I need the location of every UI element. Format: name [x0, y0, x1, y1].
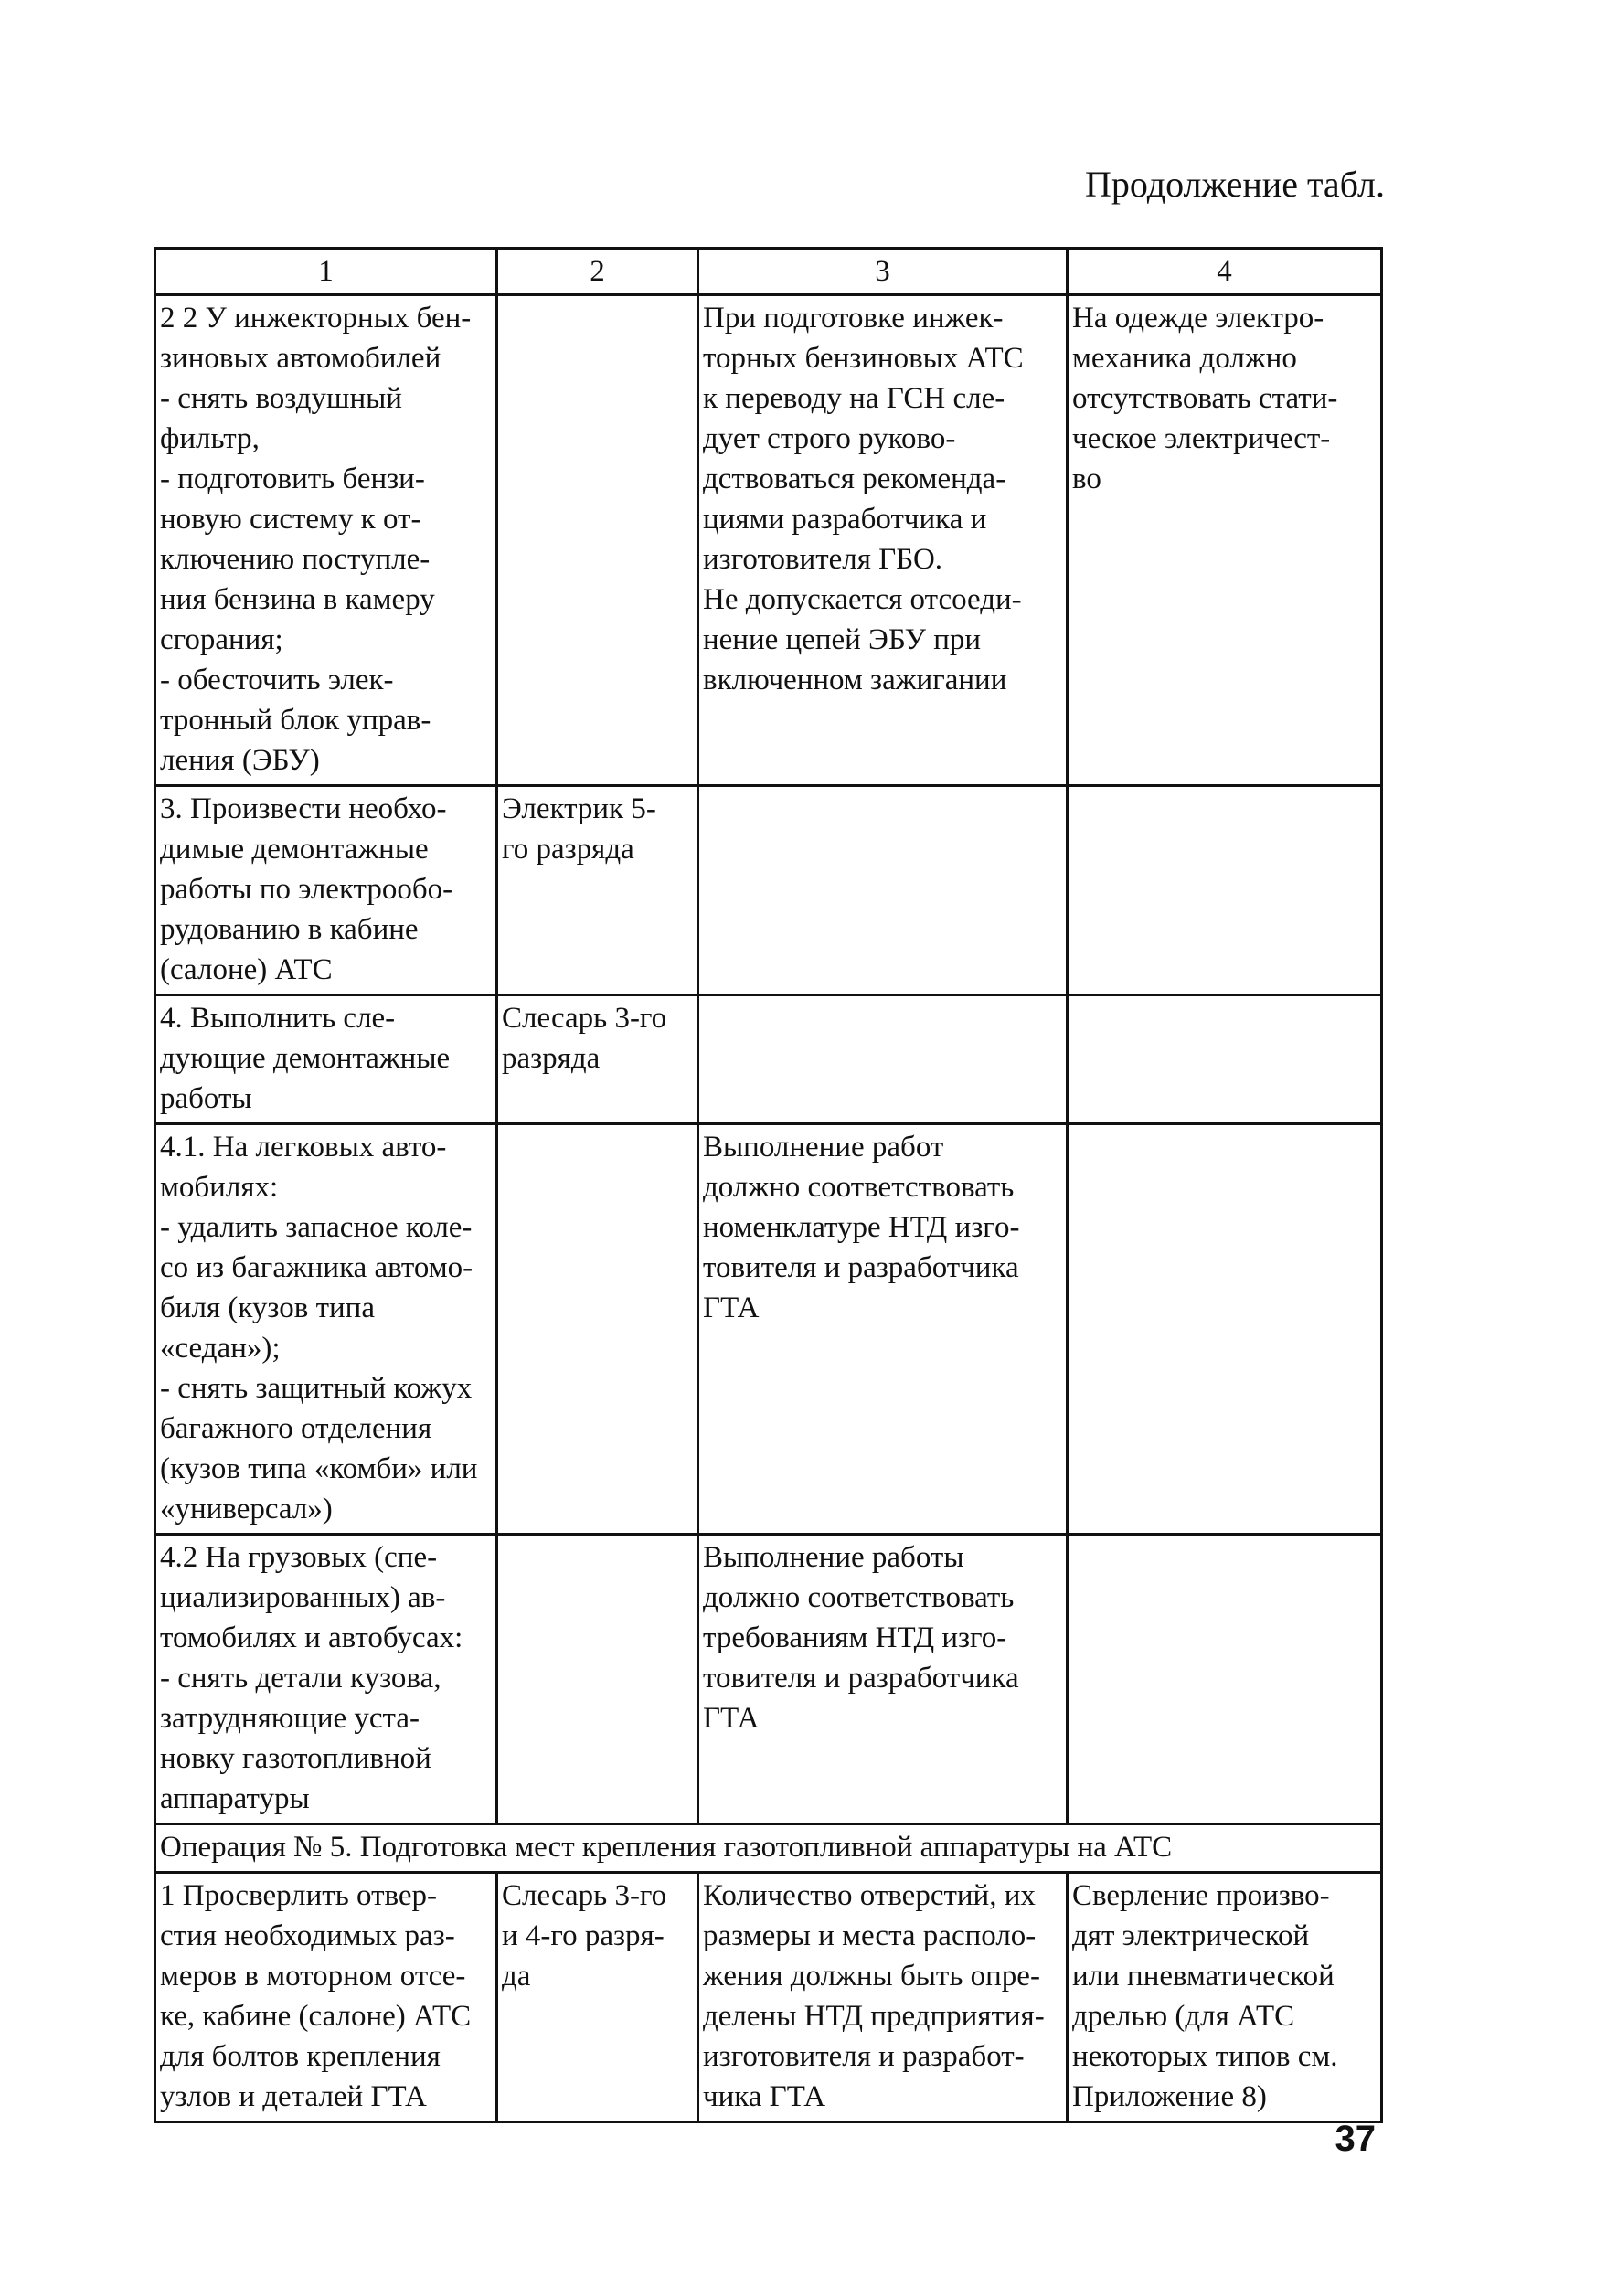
table-row — [155, 1124, 1382, 1535]
operation-heading: Операция № 5. Подготовка мест крепления газотопливной аппаратуры на АТС — [155, 1824, 1382, 1873]
operation-cell: 4.1. На легковых авто- мобилях: - удалить запасное коле- со из багажника автомо- биля (кузов типа «седан»); - снять защитный кожух багажного отделения (кузов типа «комби» или «универсал») — [155, 1124, 497, 1535]
table-row — [155, 1535, 1382, 1824]
notes-cell: Сверление произво- дят электрической или пневматической дрелью (для АТС некоторых типов см. Приложение 8) — [1068, 1873, 1382, 2122]
column-number-row — [155, 249, 1382, 295]
table-row — [155, 786, 1382, 995]
work-operations-table — [154, 247, 1383, 2123]
operation-cell: 4. Выполнить сле- дующие демонтажные работы — [155, 995, 497, 1124]
requirements-cell: Количество отверстий, их размеры и места располо- жения должны быть опре- делены НТД предприятия- изготовителя и разработ- чика ГТА — [698, 1873, 1068, 2122]
requirements-cell: Выполнение работ должно соответствовать номенклатуре НТД изго- товителя и разработчика ГТА — [698, 1124, 1068, 1535]
column-number-4: 4 — [1068, 249, 1382, 295]
performer-cell — [497, 1124, 698, 1535]
requirements-cell: При подготовке инжек- торных бензиновых АТС к переводу на ГСН сле- дует строго руково- дствоваться рекоменда- циями разработчика и изготовителя ГБО. Не допускается отсоеди- нение цепей ЭБУ при включенном зажигании — [698, 295, 1068, 786]
performer-cell — [497, 295, 698, 786]
table-row — [155, 995, 1382, 1124]
table-row — [155, 1873, 1382, 2122]
page-number: 37 — [1335, 2119, 1376, 2159]
column-number-2: 2 — [497, 249, 698, 295]
notes-cell — [1068, 1124, 1382, 1535]
notes-cell — [1068, 995, 1382, 1124]
table-row — [155, 295, 1382, 786]
requirements-cell: Выполнение работы должно соответствовать требованиям НТД изго- товителя и разработчика ГТА — [698, 1535, 1068, 1824]
performer-cell — [497, 1535, 698, 1824]
performer-cell: Электрик 5- го разряда — [497, 786, 698, 995]
operation-cell: 2 2 У инжекторных бен- зиновых автомобилей - снять воздушный фильтр, - подготовить бензи- новую систему к от- ключению поступле- ния бензина в камеру сгорания; - обесточить элек- тронный блок управ- ления (ЭБУ) — [155, 295, 497, 786]
operation-cell: 1 Просверлить отвер- стия необходимых раз- меров в моторном отсе- ке, кабине (салоне) АТС для болтов крепления узлов и деталей ГТА — [155, 1873, 497, 2122]
notes-cell: На одежде электро- механика должно отсутствовать стати- ческое электричест- во — [1068, 295, 1382, 786]
performer-cell: Слесарь 3-го и 4-го разря- да — [497, 1873, 698, 2122]
column-number-1: 1 — [155, 249, 497, 295]
operation-cell: 4.2 На грузовых (спе- циализированных) ав- томобилях и автобусах: - снять детали кузова, затрудняющие уста- новку газотопливной аппаратуры — [155, 1535, 497, 1824]
requirements-cell — [698, 786, 1068, 995]
notes-cell — [1068, 1535, 1382, 1824]
continuation-label: Продолжение табл. — [1085, 164, 1385, 205]
column-number-3: 3 — [698, 249, 1068, 295]
operation-heading-row — [155, 1824, 1382, 1873]
notes-cell — [1068, 786, 1382, 995]
operation-cell: 3. Произвести необхо- димые демонтажные работы по электрообо- рудованию в кабине (салоне) АТС — [155, 786, 497, 995]
requirements-cell — [698, 995, 1068, 1124]
performer-cell: Слесарь 3-го разряда — [497, 995, 698, 1124]
